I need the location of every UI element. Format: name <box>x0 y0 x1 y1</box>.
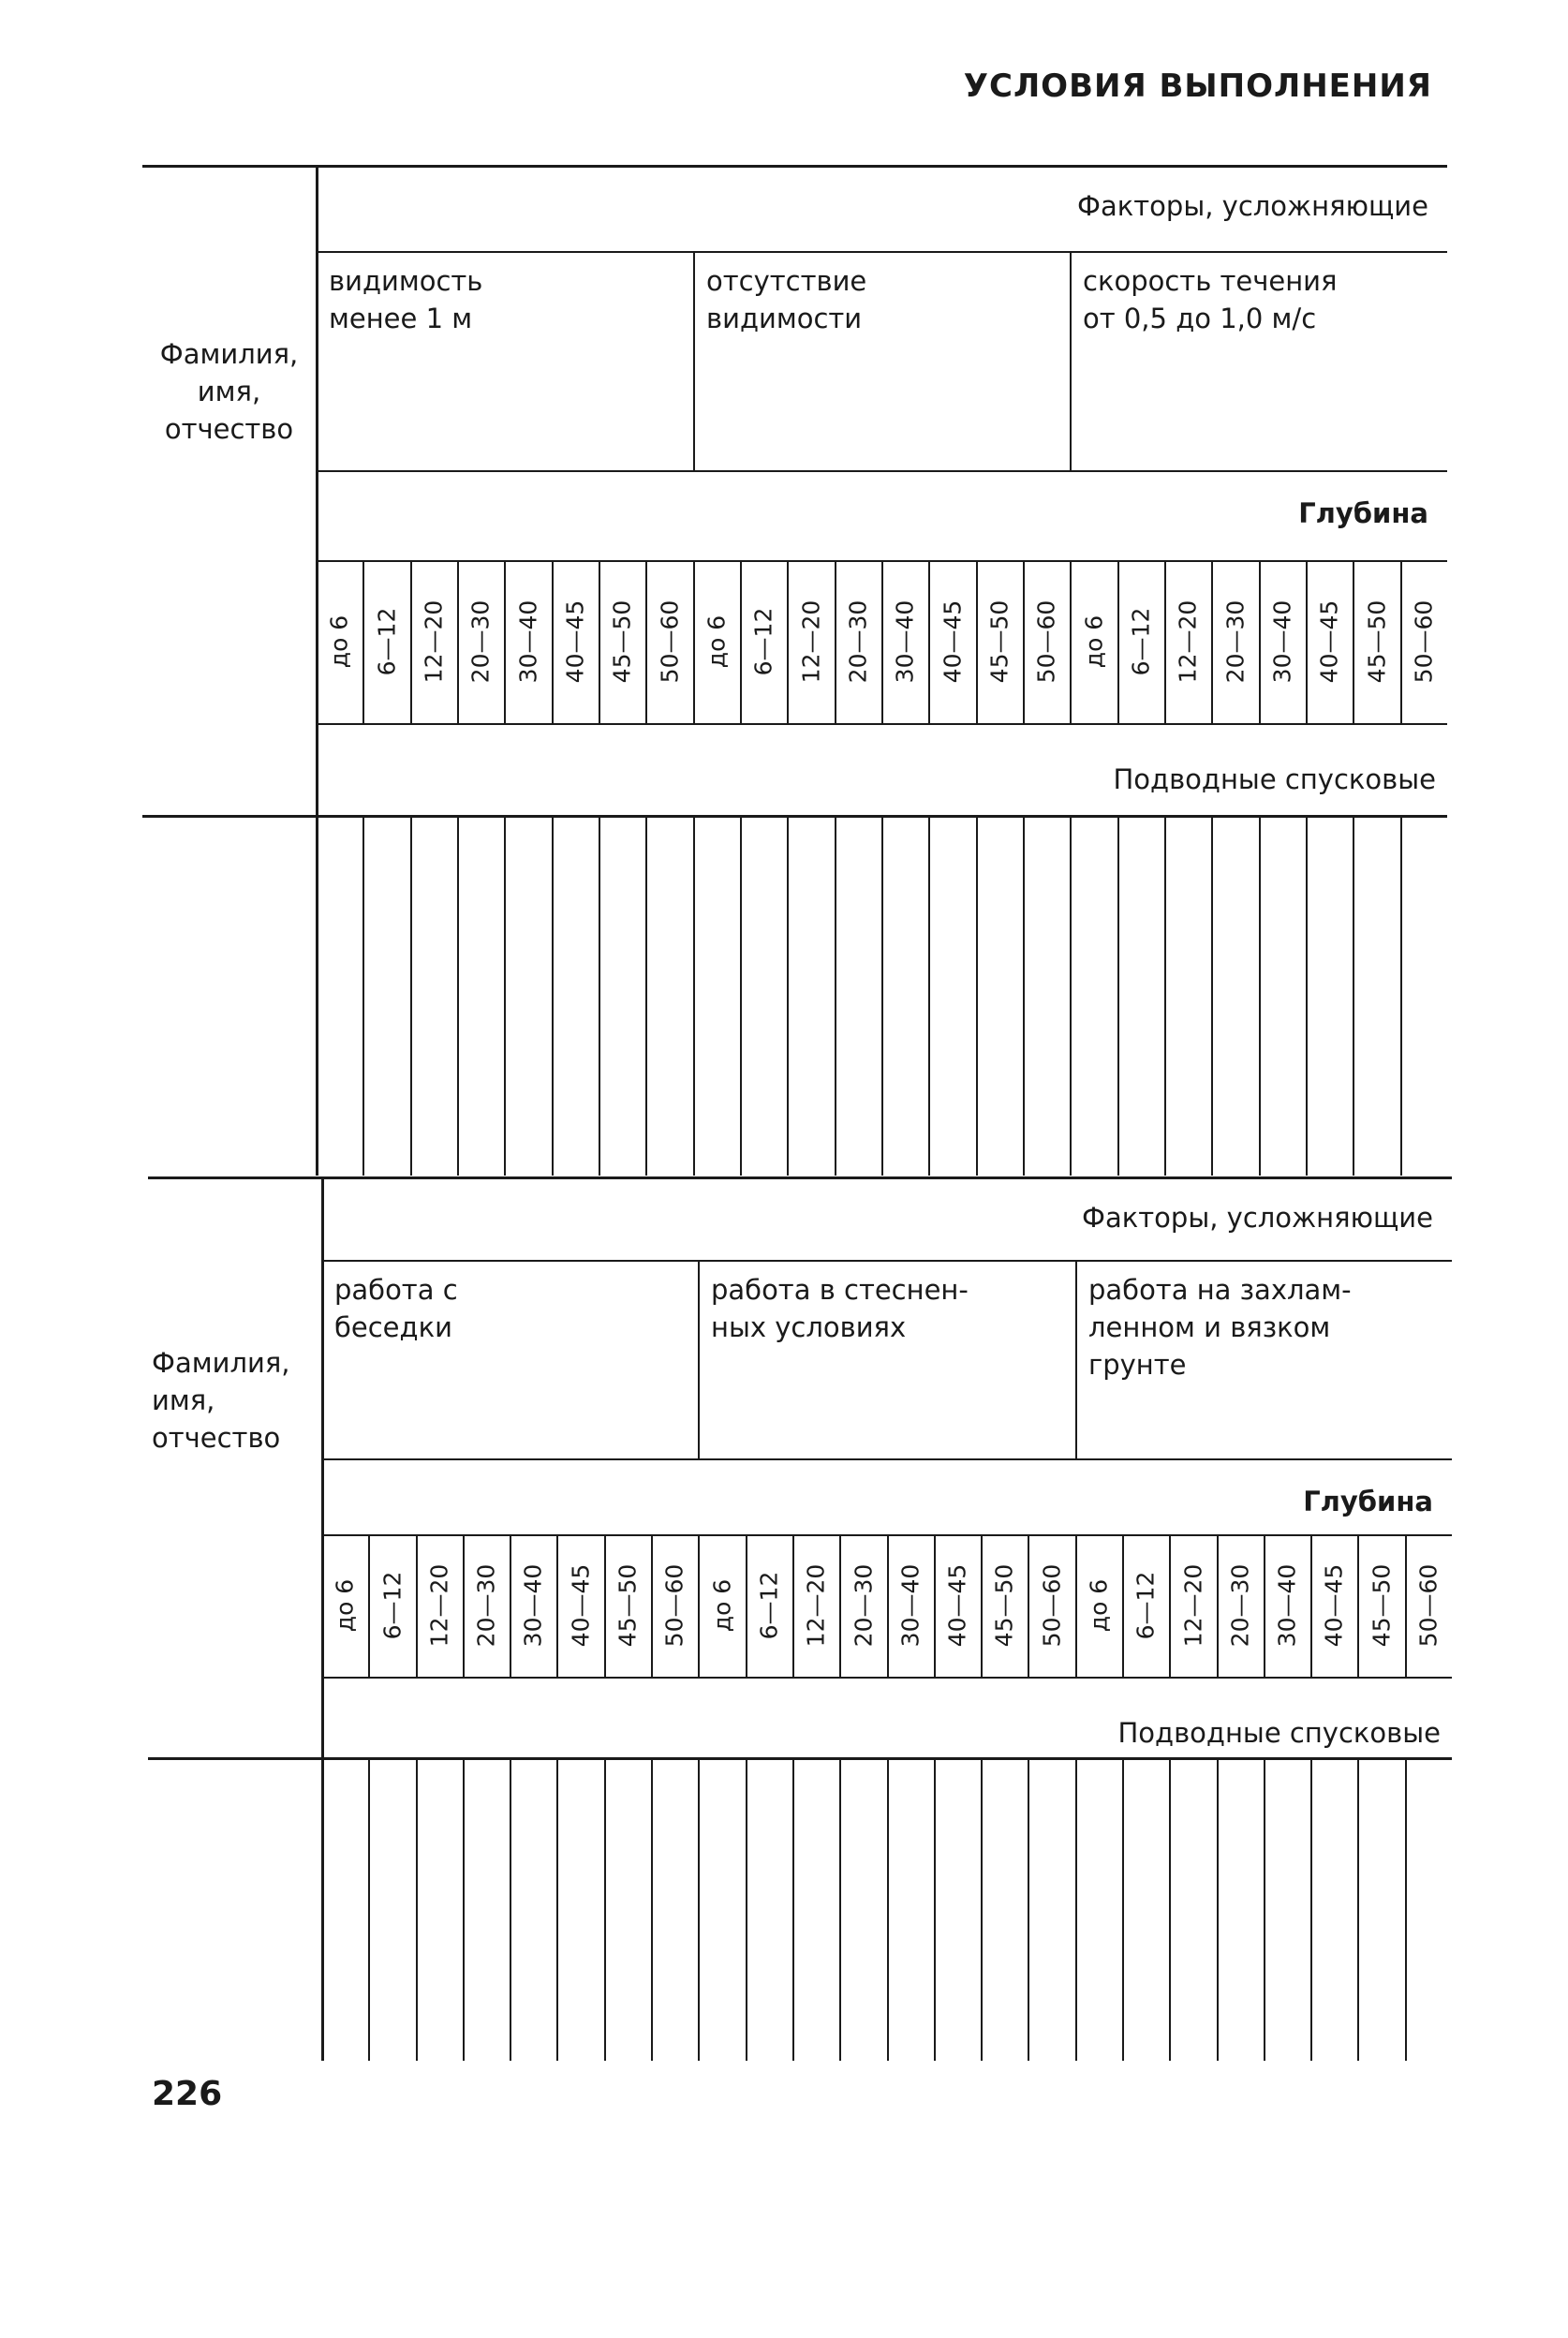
entry-column-rule <box>787 815 789 1176</box>
depth-label: Глубина <box>1298 497 1428 529</box>
factor-group-line: видимость <box>329 265 483 297</box>
factor-group-line: работа в стеснен- <box>711 1274 969 1306</box>
depth-range-label: 40—45 <box>939 599 966 684</box>
factor-group-line: скорость течения <box>1083 265 1338 297</box>
factor-group-divider <box>698 1260 700 1458</box>
entry-column-rule <box>1353 815 1354 1176</box>
name-column-header <box>146 335 312 448</box>
depth-range-label: 45—50 <box>614 1563 642 1648</box>
depth-range-label: 45—50 <box>990 1563 1018 1648</box>
entry-column-rule <box>1070 815 1072 1176</box>
depth-range-label: 12—20 <box>420 599 448 684</box>
descents-label: Подводные спусковые <box>1117 1717 1441 1749</box>
depth-range-cell <box>1164 560 1211 723</box>
page-number: 226 <box>152 2075 223 2113</box>
factor-group-2 <box>706 262 1064 337</box>
factors-bottom-rule <box>321 1260 1452 1262</box>
factor-group-divider <box>1070 251 1072 470</box>
depth-range-label: 6—12 <box>755 1571 783 1640</box>
factor-group-line: менее 1 м <box>329 303 473 334</box>
depth-range-label: до 6 <box>708 1578 735 1633</box>
depth-range-cell <box>1028 1534 1075 1677</box>
factor-group-1 <box>334 1271 692 1346</box>
depth-label: Глубина <box>1303 1486 1433 1517</box>
depth-range-label: 6—12 <box>1132 1571 1160 1640</box>
factor-group-1 <box>329 262 688 337</box>
depth-range-cell <box>1357 1534 1405 1677</box>
entry-column-rule <box>1217 1757 1219 2061</box>
entry-column-rule <box>604 1757 606 2061</box>
factor-group-line: грунте <box>1088 1349 1187 1381</box>
entry-column-rule <box>792 1757 794 2061</box>
entry-column-rule <box>1164 815 1166 1176</box>
table-top-rule <box>148 1176 1452 1179</box>
entry-column-rule <box>1117 815 1119 1176</box>
factor-group-divider <box>1075 1260 1077 1458</box>
depth-range-cell <box>556 1534 604 1677</box>
depth-range-cell <box>976 560 1023 723</box>
depth-range-cell <box>362 560 410 723</box>
depth-range-cell <box>1075 1534 1122 1677</box>
depth-range-cell <box>1217 1534 1264 1677</box>
entry-column-rule <box>1023 815 1025 1176</box>
factor-group-line: ных условиях <box>711 1311 907 1343</box>
depth-range-label: 12—20 <box>797 599 824 684</box>
entry-column-rule <box>368 1757 370 2061</box>
depth-range-label: 12—20 <box>1179 1563 1206 1648</box>
depth-range-label: 30—40 <box>1268 599 1296 684</box>
depth-range-label: 50—60 <box>1410 599 1438 684</box>
name-column-header-line: отчество <box>152 1422 281 1454</box>
depth-range-label: 45—50 <box>1363 599 1390 684</box>
depth-range-cell <box>981 1534 1028 1677</box>
depth-range-label: 40—45 <box>567 1563 594 1648</box>
depth-range-label: 30—40 <box>891 599 919 684</box>
depth-range-label: 45—50 <box>985 599 1013 684</box>
factors-label: Факторы, усложняющие <box>1077 190 1428 222</box>
depth-range-label: 40—45 <box>1315 599 1343 684</box>
depth-range-cell <box>698 1534 746 1677</box>
entry-column-rule <box>651 1757 653 2061</box>
entry-column-rule <box>1400 815 1402 1176</box>
depth-range-label: 6—12 <box>749 607 777 676</box>
depth-range-label: 6—12 <box>378 1571 406 1640</box>
depth-range-label: 40—45 <box>561 599 589 684</box>
depth-range-cell <box>1310 1534 1357 1677</box>
factors-bottom-rule <box>316 251 1447 253</box>
table-top-rule <box>142 165 1447 168</box>
entry-column-rule <box>416 1757 418 2061</box>
factor-group-divider <box>693 251 695 470</box>
depth-range-label: 6—12 <box>373 607 400 676</box>
depth-range-cell <box>887 1534 934 1677</box>
entry-column-rule <box>881 815 883 1176</box>
depth-range-cell <box>1117 560 1164 723</box>
depth-range-label: 12—20 <box>802 1563 830 1648</box>
depth-range-label: до 6 <box>325 614 353 669</box>
depth-range-label: 20—30 <box>472 1563 500 1648</box>
depth-range-cell <box>1259 560 1306 723</box>
entry-column-rule <box>457 815 459 1176</box>
entry-column-rule <box>740 815 742 1176</box>
depth-range-label: 50—60 <box>1032 599 1060 684</box>
factor-group-line: отсутствие <box>706 265 867 297</box>
depth-range-label: 40—45 <box>943 1563 971 1648</box>
factor-groups-bottom-rule <box>321 1458 1452 1460</box>
depth-range-label: 12—20 <box>1174 599 1202 684</box>
entry-column-rule <box>599 815 600 1176</box>
depth-range-label: 20—30 <box>466 599 495 684</box>
depth-range-cell <box>835 560 881 723</box>
depth-range-label: 45—50 <box>608 599 636 684</box>
depth-range-cell <box>368 1534 416 1677</box>
depth-range-label: 20—30 <box>844 599 872 684</box>
depth-range-label: до 6 <box>331 1578 359 1633</box>
depth-range-cell <box>463 1534 510 1677</box>
entry-column-rule <box>887 1757 889 2061</box>
factor-group-line: видимости <box>706 303 863 334</box>
name-column-header-line: имя, <box>197 376 261 407</box>
depth-range-label: 30—40 <box>519 1563 547 1648</box>
name-column-header <box>152 1344 318 1457</box>
factor-group-line: от 0,5 до 1,0 м/с <box>1083 303 1317 334</box>
depth-range-cell <box>881 560 928 723</box>
entry-column-rule <box>1306 815 1308 1176</box>
depth-range-cell <box>839 1534 887 1677</box>
entry-column-rule <box>504 815 506 1176</box>
entry-column-rule <box>976 815 978 1176</box>
depth-range-cell <box>321 1534 368 1677</box>
entry-column-rule <box>552 815 554 1176</box>
name-column-header-line: имя, <box>152 1384 215 1416</box>
entry-column-rule <box>835 815 836 1176</box>
depth-range-label: 50—60 <box>1038 1563 1065 1648</box>
factor-group-line: беседки <box>334 1311 452 1343</box>
name-column-header-line: отчество <box>164 413 294 445</box>
depth-range-cell <box>934 1534 981 1677</box>
depth-range-label: 30—40 <box>896 1563 925 1648</box>
entry-column-rule <box>410 815 412 1176</box>
depth-range-label: 30—40 <box>514 599 541 684</box>
depth-ranges-bottom-rule <box>316 723 1447 725</box>
depth-range-cell <box>787 560 835 723</box>
depth-range-cell <box>457 560 504 723</box>
depth-range-cell <box>316 560 362 723</box>
entry-column-rule <box>463 1757 465 2061</box>
entry-column-rule <box>839 1757 841 2061</box>
name-column-header-line: Фамилия, <box>159 338 299 370</box>
depth-range-cell <box>1169 1534 1217 1677</box>
depth-range-label: до 6 <box>1080 614 1107 669</box>
depth-range-label: до 6 <box>703 614 731 669</box>
factor-group-line: работа на захлам- <box>1088 1274 1352 1306</box>
entry-column-rule <box>1028 1757 1029 2061</box>
depth-ranges-bottom-rule <box>321 1677 1452 1679</box>
depth-range-label: 20—30 <box>1221 599 1249 684</box>
factor-group-line: работа с <box>334 1274 458 1306</box>
depth-range-cell <box>1023 560 1070 723</box>
entry-column-rule <box>1169 1757 1171 2061</box>
depth-range-cell <box>416 1534 463 1677</box>
factor-group-line: ленном и вязком <box>1088 1311 1331 1343</box>
entry-column-rule <box>1310 1757 1312 2061</box>
depth-range-cell <box>651 1534 698 1677</box>
entry-column-rule <box>981 1757 983 2061</box>
page-title: УСЛОВИЯ ВЫПОЛНЕНИЯ <box>963 67 1432 105</box>
depth-range-cell <box>1211 560 1259 723</box>
entry-column-rule <box>556 1757 558 2061</box>
depth-range-cell <box>1405 1534 1452 1677</box>
entry-column-rule <box>1405 1757 1407 2061</box>
depth-range-label: 6—12 <box>1127 607 1155 676</box>
depth-range-label: 45—50 <box>1368 1563 1395 1648</box>
depth-range-cell <box>504 560 552 723</box>
depth-range-cell <box>510 1534 556 1677</box>
depth-range-cell <box>1264 1534 1310 1677</box>
depth-range-cell <box>740 560 787 723</box>
entry-column-rule <box>510 1757 511 2061</box>
depth-range-label: 50—60 <box>660 1563 688 1648</box>
depth-range-cell <box>693 560 740 723</box>
entry-column-rule <box>362 815 364 1176</box>
depth-range-label: 50—60 <box>1414 1563 1442 1648</box>
entry-column-rule <box>1075 1757 1077 2061</box>
entry-column-rule <box>1259 815 1261 1176</box>
depth-range-cell <box>645 560 693 723</box>
depth-range-label: 20—30 <box>1226 1563 1254 1648</box>
entry-column-rule <box>698 1757 700 2061</box>
entry-column-rule <box>1357 1757 1359 2061</box>
depth-range-cell <box>1353 560 1400 723</box>
depth-range-cell <box>410 560 457 723</box>
depth-range-label: 40—45 <box>1320 1563 1348 1648</box>
entry-column-rule <box>746 1757 747 2061</box>
depth-range-cell <box>599 560 645 723</box>
entry-column-rule <box>1264 1757 1265 2061</box>
entry-column-rule <box>693 815 695 1176</box>
depth-range-cell <box>928 560 976 723</box>
depth-range-cell <box>792 1534 839 1677</box>
entry-column-rule <box>928 815 930 1176</box>
depth-range-label: 20—30 <box>850 1563 877 1648</box>
factor-group-2 <box>711 1271 1070 1346</box>
depth-range-cell <box>1306 560 1353 723</box>
entry-column-rule <box>1122 1757 1124 2061</box>
descents-bottom-rule <box>148 1757 1452 1760</box>
descents-bottom-rule <box>142 815 1447 818</box>
depth-range-label: 30—40 <box>1273 1563 1301 1648</box>
factors-label: Факторы, усложняющие <box>1082 1202 1433 1234</box>
depth-range-label: до 6 <box>1085 1578 1113 1633</box>
depth-range-cell <box>1070 560 1117 723</box>
depth-range-cell <box>1400 560 1447 723</box>
descents-label: Подводные спусковые <box>1113 763 1436 795</box>
factor-groups-bottom-rule <box>316 470 1447 472</box>
depth-range-cell <box>552 560 599 723</box>
depth-range-label: 12—20 <box>425 1563 453 1648</box>
name-column-header-line: Фамилия, <box>152 1347 290 1379</box>
entry-column-rule <box>1211 815 1213 1176</box>
depth-range-label: 50—60 <box>656 599 683 684</box>
depth-range-cell <box>604 1534 651 1677</box>
factor-group-3 <box>1083 262 1442 337</box>
entry-column-rule <box>645 815 647 1176</box>
entry-column-rule <box>934 1757 936 2061</box>
depth-range-cell <box>746 1534 792 1677</box>
depth-range-cell <box>1122 1534 1169 1677</box>
factor-group-3 <box>1088 1271 1446 1384</box>
